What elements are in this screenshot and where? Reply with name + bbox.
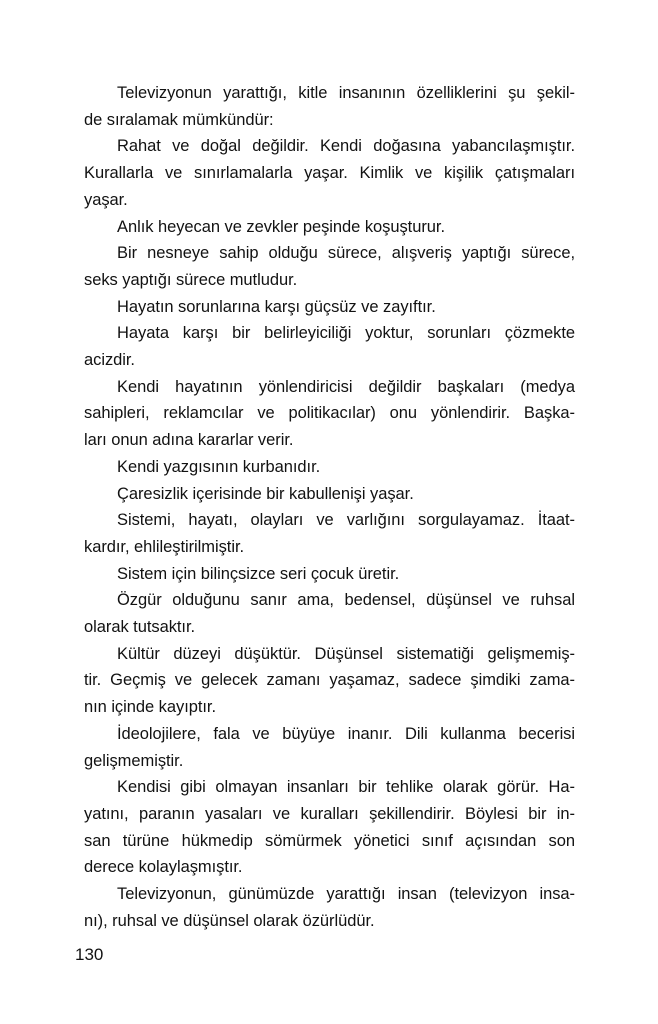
text-line: Kendi hayatının yönlendiricisi değildir başkaları (medya <box>117 377 575 396</box>
text-line: tir. Geçmiş ve gelecek zamanı yaşamaz, sadece şimdiki zama- <box>84 671 575 690</box>
text-line: İdeolojilere, fala ve büyüye inanır. Dili kullanma becerisi <box>117 724 575 743</box>
text-line: olarak tutsaktır. <box>84 618 196 637</box>
text-line: Çaresizlik içerisinde bir kabullenişi yaşar. <box>117 484 414 503</box>
body-text <box>84 80 575 935</box>
page-number: 130 <box>75 945 104 964</box>
text-line: yaşar. <box>84 190 128 209</box>
text-line: ları onun adına kararlar verir. <box>84 431 294 450</box>
text-line: sahipleri, reklamcılar ve politikacılar) onu yönlendirir. Başka- <box>84 404 575 423</box>
text-line: Kendisi gibi olmayan insanları bir tehlike olarak görür. Ha- <box>117 778 575 797</box>
text-line: Kültür düzeyi düşüktür. Düşünsel sistematiği gelişmemiş- <box>117 644 575 663</box>
text-line: Sistem için bilinçsizce seri çocuk üretir. <box>117 564 400 583</box>
text-line: Hayatın sorunlarına karşı güçsüz ve zayıftır. <box>117 297 436 316</box>
text-line: derece kolaylaşmıştır. <box>84 858 243 877</box>
text-line: nı), ruhsal ve düşünsel olarak özürlüdür. <box>84 911 375 930</box>
text-line: Televizyonun yarattığı, kitle insanının özelliklerini şu şekil- <box>117 84 575 102</box>
text-line: Bir nesneye sahip olduğu sürece, alışveriş yaptığı sürece, <box>117 244 575 263</box>
text-line: kardır, ehlileştirilmiştir. <box>84 537 245 556</box>
text-line: Rahat ve doğal değildir. Kendi doğasına yabancılaşmıştır. <box>117 137 575 156</box>
text-line: Televizyonun, günümüzde yarattığı insan (televizyon insa- <box>117 885 575 904</box>
text-line: Sistemi, hayatı, olayları ve varlığını sorgulayamaz. İtaat- <box>117 511 575 530</box>
text-line: seks yaptığı sürece mutludur. <box>84 270 298 289</box>
text-line: nın içinde kayıptır. <box>84 698 216 717</box>
text-line: Özgür olduğunu sanır ama, bedensel, düşünsel ve ruhsal <box>117 591 575 610</box>
text-line: san türüne hükmedip sömürmek yönetici sınıf açısından son <box>84 831 575 850</box>
text-line: de sıralamak mümkündür: <box>84 110 274 129</box>
text-line: Anlık heyecan ve zevkler peşinde koşuşturur. <box>117 217 445 236</box>
text-line: gelişmemiştir. <box>84 751 184 770</box>
text-line: acizdir. <box>84 351 135 370</box>
text-line: Kendi yazgısının kurbanıdır. <box>117 457 321 476</box>
text-line: Kurallarla ve sınırlamalarla yaşar. Kimlik ve kişilik çatışmaları <box>84 164 575 183</box>
text-line: yatını, paranın yasaları ve kuralları şekillendirir. Böylesi bir in- <box>84 804 575 823</box>
text-line: Hayata karşı bir belirleyiciliği yoktur, sorunları çözmekte <box>117 324 575 343</box>
